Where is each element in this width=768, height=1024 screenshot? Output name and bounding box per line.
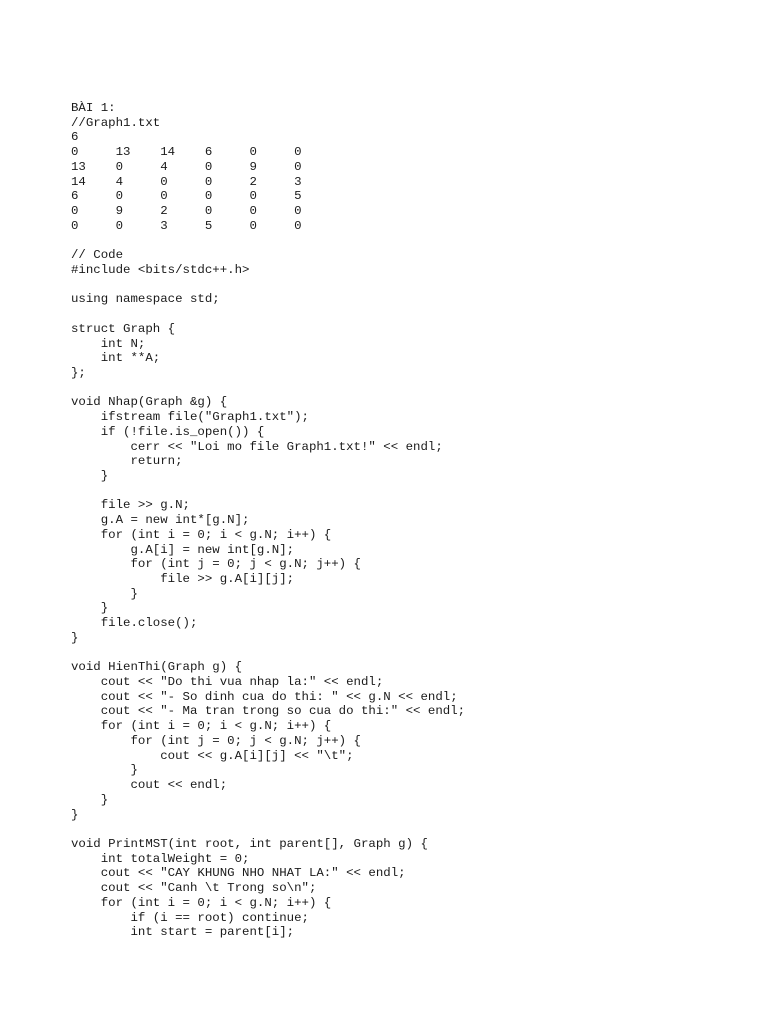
blank-line (71, 822, 751, 837)
code-line: 0 9 2 0 0 0 (71, 204, 302, 219)
code-line: cout << g.A[i][j] << "\t"; (71, 748, 354, 763)
code-line: 13 0 4 0 9 0 (71, 159, 302, 174)
code-line: file.close(); (71, 616, 198, 631)
code-line: for (int i = 0; i < g.N; i++) { (71, 719, 332, 734)
code-line: 0 13 14 6 0 0 (71, 145, 302, 160)
code-line: } (71, 586, 138, 601)
code-line: if (i == root) continue; (71, 910, 309, 925)
code-line: } (71, 630, 79, 645)
blank-line (71, 646, 751, 661)
code-line: } (71, 468, 109, 483)
code-line: file >> g.A[i][j]; (71, 572, 295, 586)
code-line: 6 0 0 0 0 5 (71, 189, 302, 204)
code-line: if (!file.is_open()) { (71, 424, 265, 439)
code-line: } (71, 792, 109, 807)
code-line: } (71, 807, 79, 822)
code-line: cout << endl; (71, 778, 228, 793)
code-line: cout << "Do thi vua nhap la:" << endl; (71, 675, 384, 690)
code-line: int start = parent[i]; (71, 925, 295, 940)
code-line: ifstream file("Graph1.txt"); (71, 410, 309, 425)
code-line: for (int j = 0; j < g.N; j++) { (71, 557, 361, 572)
code-line: struct Graph { (71, 321, 176, 336)
code-line: cout << "- So dinh cua do thi: " << g.N << endl; (71, 689, 458, 704)
code-line: cerr << "Loi mo file Graph1.txt!" << endl; (71, 439, 443, 454)
code-line: int N; (71, 336, 146, 351)
blank-line (71, 233, 751, 248)
code-line: } (71, 601, 109, 616)
code-line: using namespace std; (71, 292, 220, 307)
code-line: g.A = new int*[g.N]; (71, 513, 250, 528)
code-line: #include <bits/stdc++.h> (71, 262, 250, 277)
code-line: for (int i = 0; i < g.N; i++) { (71, 895, 332, 910)
blank-line (71, 484, 751, 499)
code-line: int **A; (71, 351, 161, 366)
code-line: for (int j = 0; j < g.N; j++) { (71, 733, 361, 748)
code-line: cout << "Canh \t Trong so\n"; (71, 881, 317, 896)
code-line: void Nhap(Graph &g) { (71, 395, 228, 410)
code-line: return; (71, 454, 183, 469)
document-page (71, 101, 751, 940)
code-line: void PrintMST(int root, int parent[], Graph g) { (71, 836, 428, 851)
code-line: } (71, 763, 138, 778)
blank-line (71, 278, 751, 293)
code-line: 6 (71, 130, 79, 145)
code-line: // Code (71, 248, 124, 263)
blank-line (71, 307, 751, 322)
code-line: }; (71, 365, 86, 380)
code-line: cout << "- Ma tran trong so cua do thi:" << endl; (71, 704, 466, 719)
code-line: 0 0 3 5 0 0 (71, 218, 302, 233)
blank-line (71, 381, 751, 396)
code-line: file >> g.N; (71, 498, 190, 513)
code-line: cout << "CAY KHUNG NHO NHAT LA:" << endl; (71, 866, 406, 881)
code-line: int totalWeight = 0; (71, 851, 250, 866)
code-line: BÀI 1: (71, 101, 116, 115)
code-line: //Graph1.txt (71, 115, 161, 130)
code-line: 14 4 0 0 2 3 (71, 174, 302, 189)
code-line: void HienThi(Graph g) { (71, 660, 243, 675)
code-line: g.A[i] = new int[g.N]; (71, 542, 295, 557)
code-line: for (int i = 0; i < g.N; i++) { (71, 527, 332, 542)
